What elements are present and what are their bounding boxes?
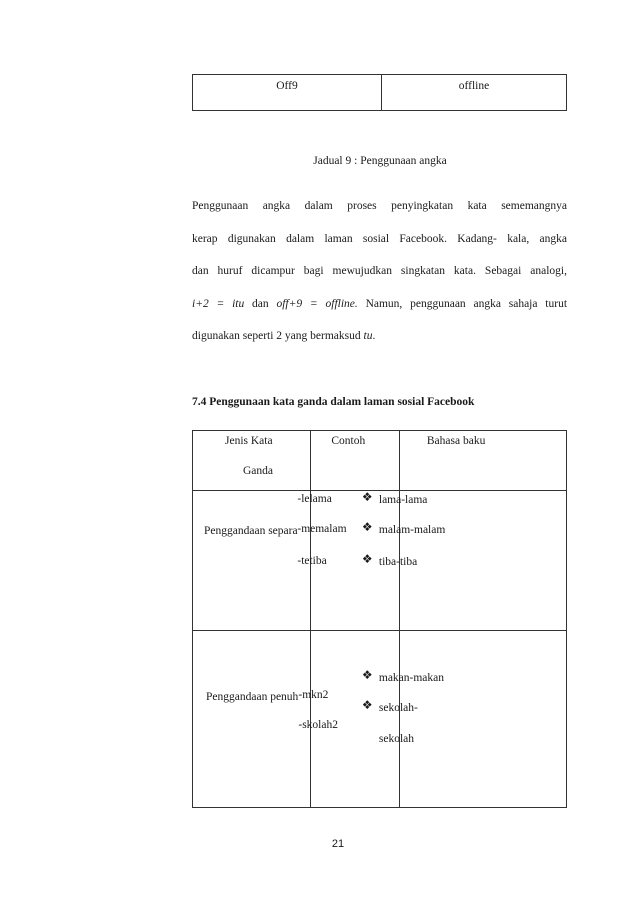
example-text: tu [363, 330, 373, 342]
paragraph-line [192, 320, 567, 353]
body-paragraph [192, 190, 567, 353]
diamond-bullet-icon [363, 524, 373, 534]
list-item-continuation: sekolah [378, 733, 415, 745]
paragraph-line: kerap digunakan dalam laman sosial Facebook. Kadang- kala, angka [192, 232, 567, 245]
header-cell [311, 431, 400, 491]
table-cell [193, 631, 311, 808]
diamond-bullet-icon [363, 702, 373, 712]
table-cell [193, 491, 311, 631]
list-item: ❖tiba-tiba [363, 555, 417, 568]
cell-text: -tetiba [297, 555, 327, 567]
paragraph-line: dan huruf dicampur bagi mewujudkan singkatan kata. Sebagai analogi, [192, 265, 567, 277]
table-header-row [193, 431, 567, 491]
page-number: 21 [331, 838, 345, 850]
section-heading: 7.4 Penggunaan kata ganda dalam laman sosial Facebook [192, 396, 475, 408]
header-cell [399, 431, 566, 491]
header-text: Ganda [243, 465, 274, 477]
table-cell: Off9 [193, 75, 382, 111]
cell-text: -memalam [297, 523, 347, 535]
continued-table [192, 74, 567, 111]
table-cell [298, 631, 400, 808]
cell-text: -skolah2 [298, 719, 338, 731]
cell-text: Penggandaan separa [204, 525, 298, 537]
diamond-bullet-icon [363, 672, 373, 682]
list-item: ❖malam-malam [363, 523, 445, 536]
example-text: i+2 = itu [192, 297, 245, 310]
paragraph-line: Penggunaan angka dalam proses penyingkatan kata sememangnya [192, 200, 567, 212]
paragraph-text: digunakan seperti 2 yang bermaksud [192, 330, 364, 342]
diamond-bullet-icon [363, 494, 373, 504]
diamond-bullet-icon [363, 556, 373, 566]
list-item: ❖lama-lama [363, 493, 428, 506]
table-cell [378, 631, 566, 808]
table-row [193, 631, 567, 808]
table-row [193, 491, 567, 631]
cell-text: -lelama [297, 493, 332, 505]
kata-ganda-table [192, 430, 567, 808]
header-cell [193, 431, 311, 491]
cell-text: -mkn2 [298, 689, 329, 701]
header-text: Contoh [331, 435, 366, 447]
table-cell: offline [382, 75, 567, 111]
table-row [193, 75, 567, 111]
paragraph-line [192, 288, 567, 321]
header-text: Bahasa baku [426, 435, 486, 447]
list-item: ❖sekolah- [363, 701, 418, 714]
cell-text: Penggandaan penuh [206, 691, 299, 703]
table-caption: Jadual 9 : Penggunaan angka [313, 155, 447, 167]
paragraph-text: . [372, 330, 376, 342]
paragraph-text: dan [244, 297, 277, 310]
header-text: Jenis Kata [225, 435, 273, 447]
example-text: off+9 = offline. [276, 297, 358, 310]
list-item: ❖makan-makan [363, 671, 444, 684]
paragraph-text: Namun, penggunaan angka sahaja turut [357, 297, 568, 310]
table-cell [378, 491, 566, 631]
